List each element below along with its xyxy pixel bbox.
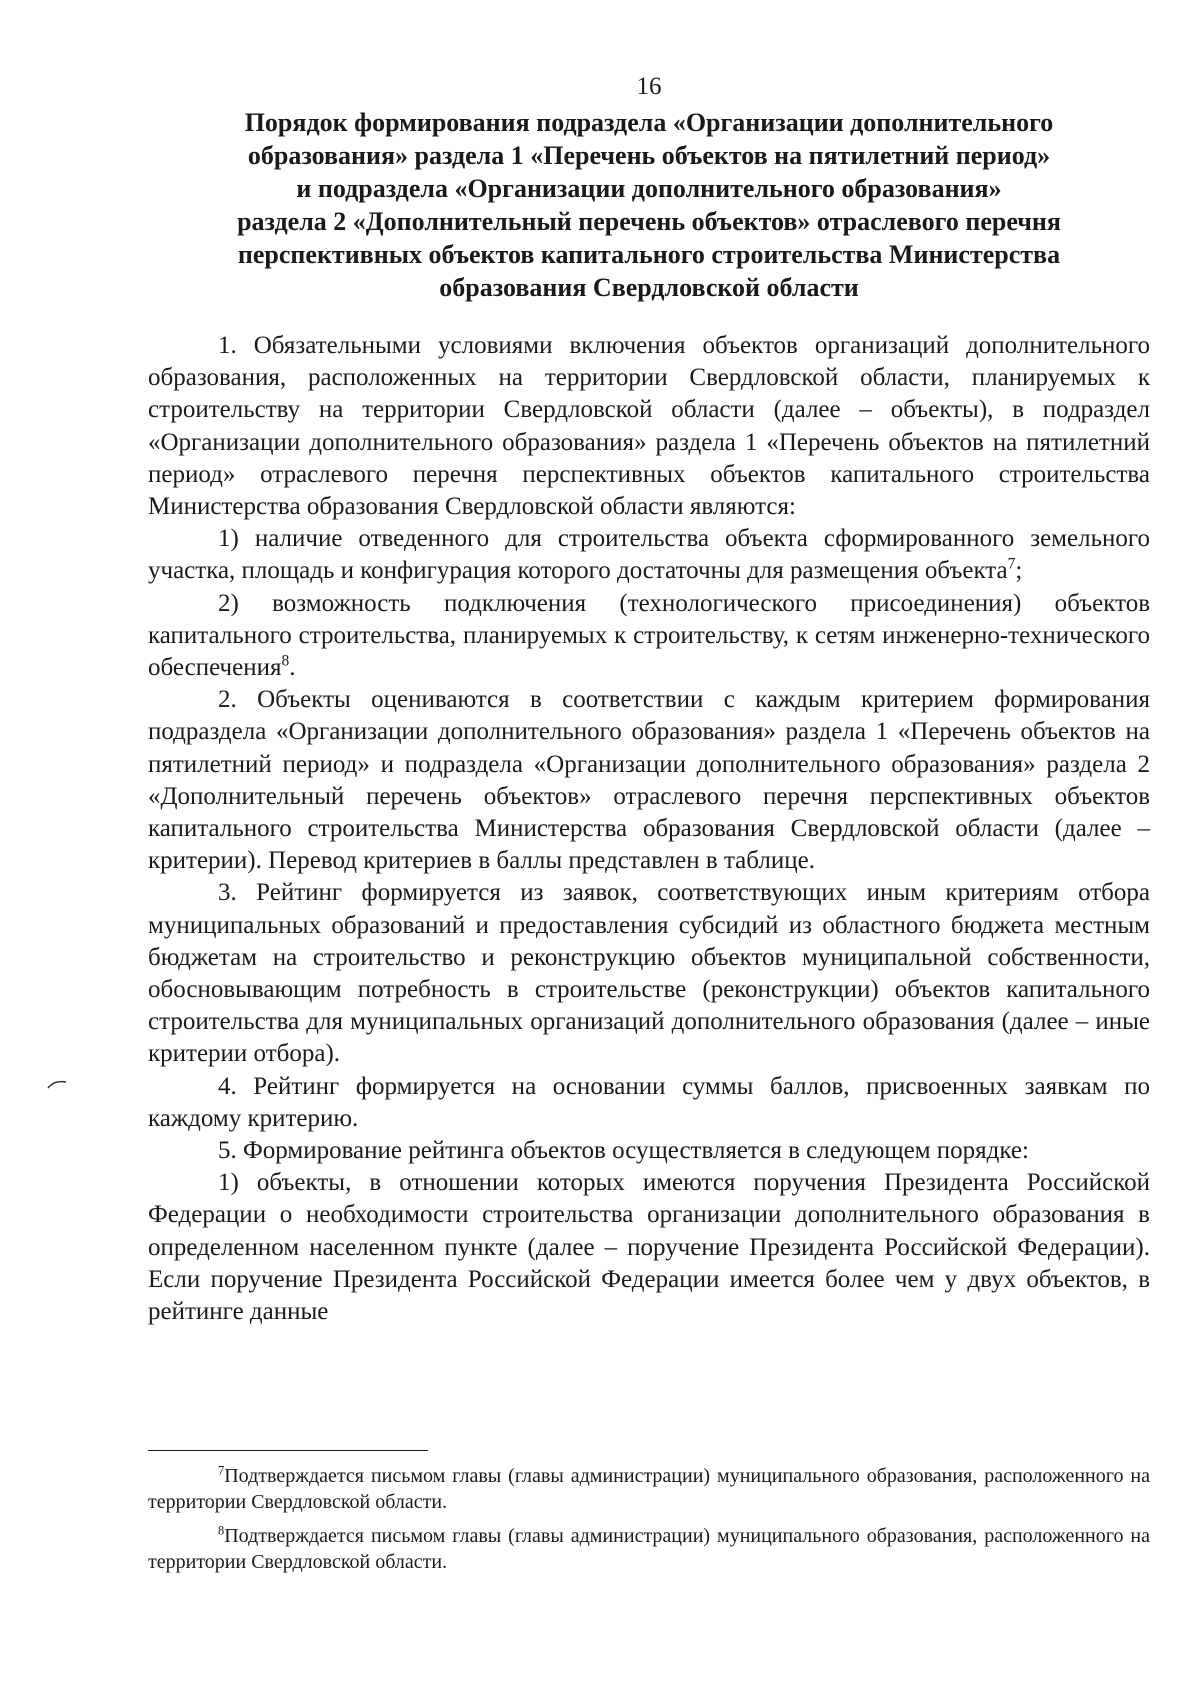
paragraph-1-item-1 (148, 523, 1150, 587)
scan-mark (46, 1078, 68, 1090)
item-punct: ; (1015, 557, 1023, 585)
title-line: перспективных объектов капитального строительства Министерства (237, 240, 1061, 269)
page-number: 16 (636, 73, 662, 100)
footnote-ref-7[interactable]: 7 (1007, 556, 1016, 574)
paragraph-4: 4. Рейтинг формируется на основании суммы баллов, присвоенных заявкам по каждому критерию. (148, 1072, 1150, 1132)
footnote-mark: 8 (218, 1523, 225, 1538)
title-line: Порядок формирования подраздела «Организации дополнительного (244, 108, 1054, 137)
footnote-mark: 7 (218, 1463, 225, 1478)
title-line: и подраздела «Организации дополнительного образования» (296, 174, 1002, 203)
title-line: образования Свердловской области (439, 273, 859, 302)
paragraph-3: 3. Рейтинг формируется из заявок, соответствующих иным критериям отбора муниципальных образований и предоставления субсидий из областного бюджета местным бюджетам на строительство и реконструкцию объектов муниципальной собственности, обосновывающим потребность в строительстве (реконструкции) объектов капитального строительства для муниципальных организаций дополнительного образования (далее – иные критерии отбора). (148, 879, 1150, 1068)
document-page (148, 70, 1150, 1328)
footnote-text: Подтверждается письмом главы (главы администрации) муниципального образования, расположенного на территории Свердловской области. (148, 1525, 1150, 1573)
item-text: 1) наличие отведенного для строительства объекта сформированного земельного участка, площадь и конфигурация которого достаточны для размещения объекта (148, 525, 1150, 585)
item-text: 2) возможность подключения (технологического присоединения) объектов капитального строительства, планируемых к строительству, к сетям инженерно-технического обеспечения (148, 589, 1150, 682)
paragraph-1-item-2 (148, 588, 1150, 685)
paragraph-5: 5. Формирование рейтинга объектов осуществляется в следующем порядке: (218, 1137, 1029, 1165)
document-title (148, 106, 1150, 304)
title-line: образования» раздела 1 «Перечень объектов на пятилетний период» (247, 141, 1051, 170)
footnotes (148, 1450, 1150, 1583)
paragraph-5-item-1: 1) объекты, в отношении которых имеются поручения Президента Российской Федерации о необходимости строительства организации дополнительного образования в определенном населенном пункте (далее – поручение Президента Российской Федерации). Если поручение Президента Российской Федерации имеется более чем у двух объектов, в рейтинге данные (148, 1169, 1150, 1326)
footnote-8 (148, 1523, 1150, 1575)
footnote-separator (148, 1450, 428, 1451)
footnote-text: Подтверждается письмом главы (главы администрации) муниципального образования, расположенного на территории Свердловской области. (148, 1465, 1150, 1513)
footnote-7 (148, 1463, 1150, 1515)
item-punct: . (289, 654, 296, 682)
paragraph-1: 1. Обязательными условиями включения объектов организаций дополнительного образования, расположенных на территории Свердловской области, планируемых к строительству на территории Свердловской области (далее – объекты), в подраздел «Организации дополнительного образования» раздела 1 «Перечень объектов на пятилетний период» отраслевого перечня перспективных объектов капитального строительства Министерства образования Свердловской области являются: (148, 332, 1150, 521)
paragraph-2: 2. Объекты оцениваются в соответствии с каждым критерием формирования подраздела «Организации дополнительного образования» раздела 1 «Перечень объектов на пятилетний период» и подраздела «Организации дополнительного образования» раздела 2 «Дополнительный перечень объектов» отраслевого перечня перспективных объектов капитального строительства Министерства образования Свердловской области (далее – критерии). Перевод критериев в баллы представлен в таблице. (148, 686, 1150, 875)
title-line: раздела 2 «Дополнительный перечень объектов» отраслевого перечня (237, 207, 1061, 236)
footnote-ref-8[interactable]: 8 (281, 652, 290, 670)
